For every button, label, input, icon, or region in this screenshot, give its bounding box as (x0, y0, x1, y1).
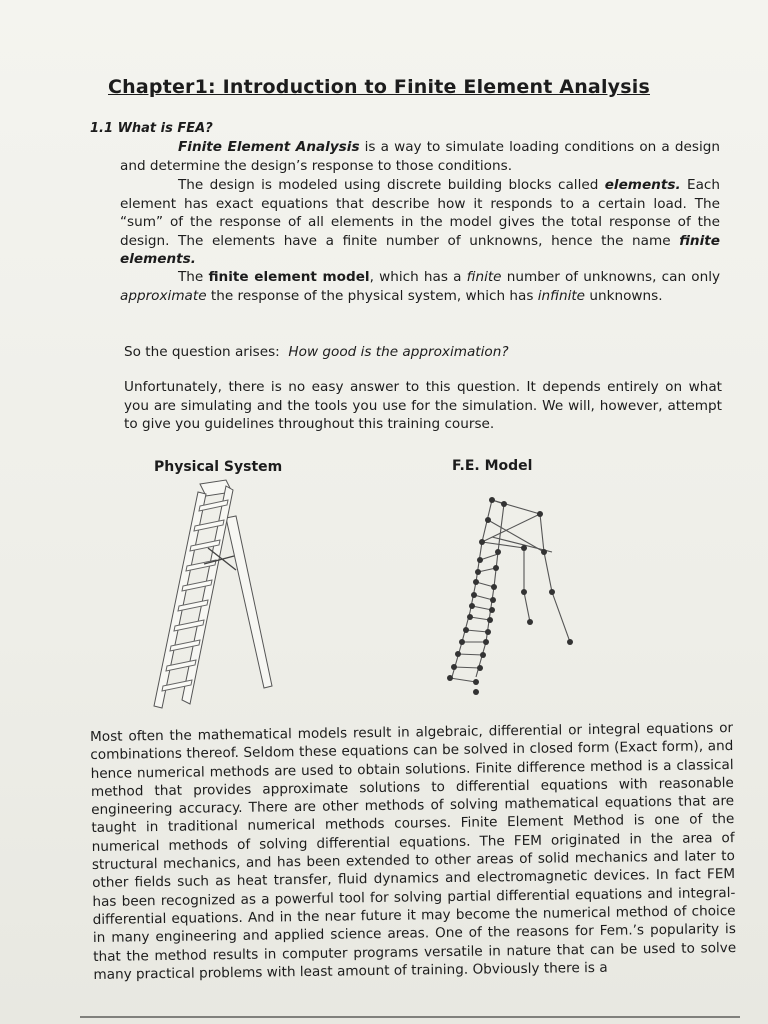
p2-text-a: The design is modeled using discrete building blocks called (178, 177, 605, 193)
paragraph-fem-overview: Most often the mathematical models result in algebraic, differential or integral equations or combinations thereof. Seldom these equations can be solved in closed form (Exact form), and hence numerical methods are used to obtain solutions. Finite difference method is a classical method that provides approximate solutions to differential equations with reasonable engineering accuracy. There are other methods of solving mathematical equations that are taught in traditional numerical methods courses. Finite Element Method is one of the numerical methods of solving differential equations. The FEM originated in the area of structural mechanics, and has been extended to other areas of solid mechanics and later to other fields such as heat transfer, fluid dynamics and electromagnetic devices. In fact FEM has been recognized as a powerful tool for solving partial differential equations and integral-differential equations. And in the near future it may become the numerical method of choice in many engineering and applied science areas. One of the reasons for Fem.’s popularity is that the method results in computer programs versatile in nature that can be used to solve many practical problems with least amount of training. Obviously there is a (90, 720, 737, 983)
page-bottom-rule (80, 1016, 740, 1018)
p3-text-b: , which has a (369, 269, 467, 285)
question-text: How good is the approximation? (288, 344, 509, 360)
paragraph-guidelines: Unfortunately, there is no easy answer to this question. It depends entirely on what you are simulating and the tools you use for the simulation. We will, however, attempt to give you guidelines throughout this training course. (124, 379, 722, 432)
ladder-fe-model-illustration (432, 492, 582, 706)
question-lead: So the question arises: (124, 344, 289, 360)
section-heading (90, 121, 213, 136)
paragraph-fe-model (120, 268, 720, 305)
paragraph-fea-definition (120, 138, 720, 175)
p3-text-a: The (178, 269, 209, 285)
p3-text-e: unknowns. (585, 287, 663, 304)
term-fea: Finite Element Analysis (178, 139, 360, 155)
p3-text-c: number of unknowns, can only (501, 269, 721, 285)
term-fe-model: finite element model (208, 269, 370, 285)
term-approximate: approximate (120, 287, 207, 304)
term-finite: finite (466, 269, 502, 285)
term-finite-elements: finite elements. (120, 232, 720, 267)
section-title: What is FEA? (117, 121, 213, 136)
term-elements: elements. (604, 177, 681, 193)
paragraph-question (124, 343, 724, 362)
ladder-physical-illustration (140, 478, 290, 723)
chapter-title: Chapter1: Introduction to Finite Element Analysis (108, 76, 650, 98)
term-infinite: infinite (537, 287, 586, 304)
figure-label-physical-system: Physical System (154, 459, 283, 475)
p2-text-b: Each element has exact equations that describe how it responds to a certain load. The “sum” of the response of all elements in the model gives the total response of the design. The elements have a finite number of unknowns, hence the name (120, 177, 720, 249)
paragraph-elements (120, 176, 720, 269)
p1-text: is a way to simulate loading conditions on a design and determine the design’s response to those conditions. (120, 139, 720, 174)
section-number: 1.1 (90, 121, 114, 136)
figure-label-fe-model: F.E. Model (452, 458, 533, 474)
p3-text-d: the response of the physical system, which has (206, 287, 538, 304)
